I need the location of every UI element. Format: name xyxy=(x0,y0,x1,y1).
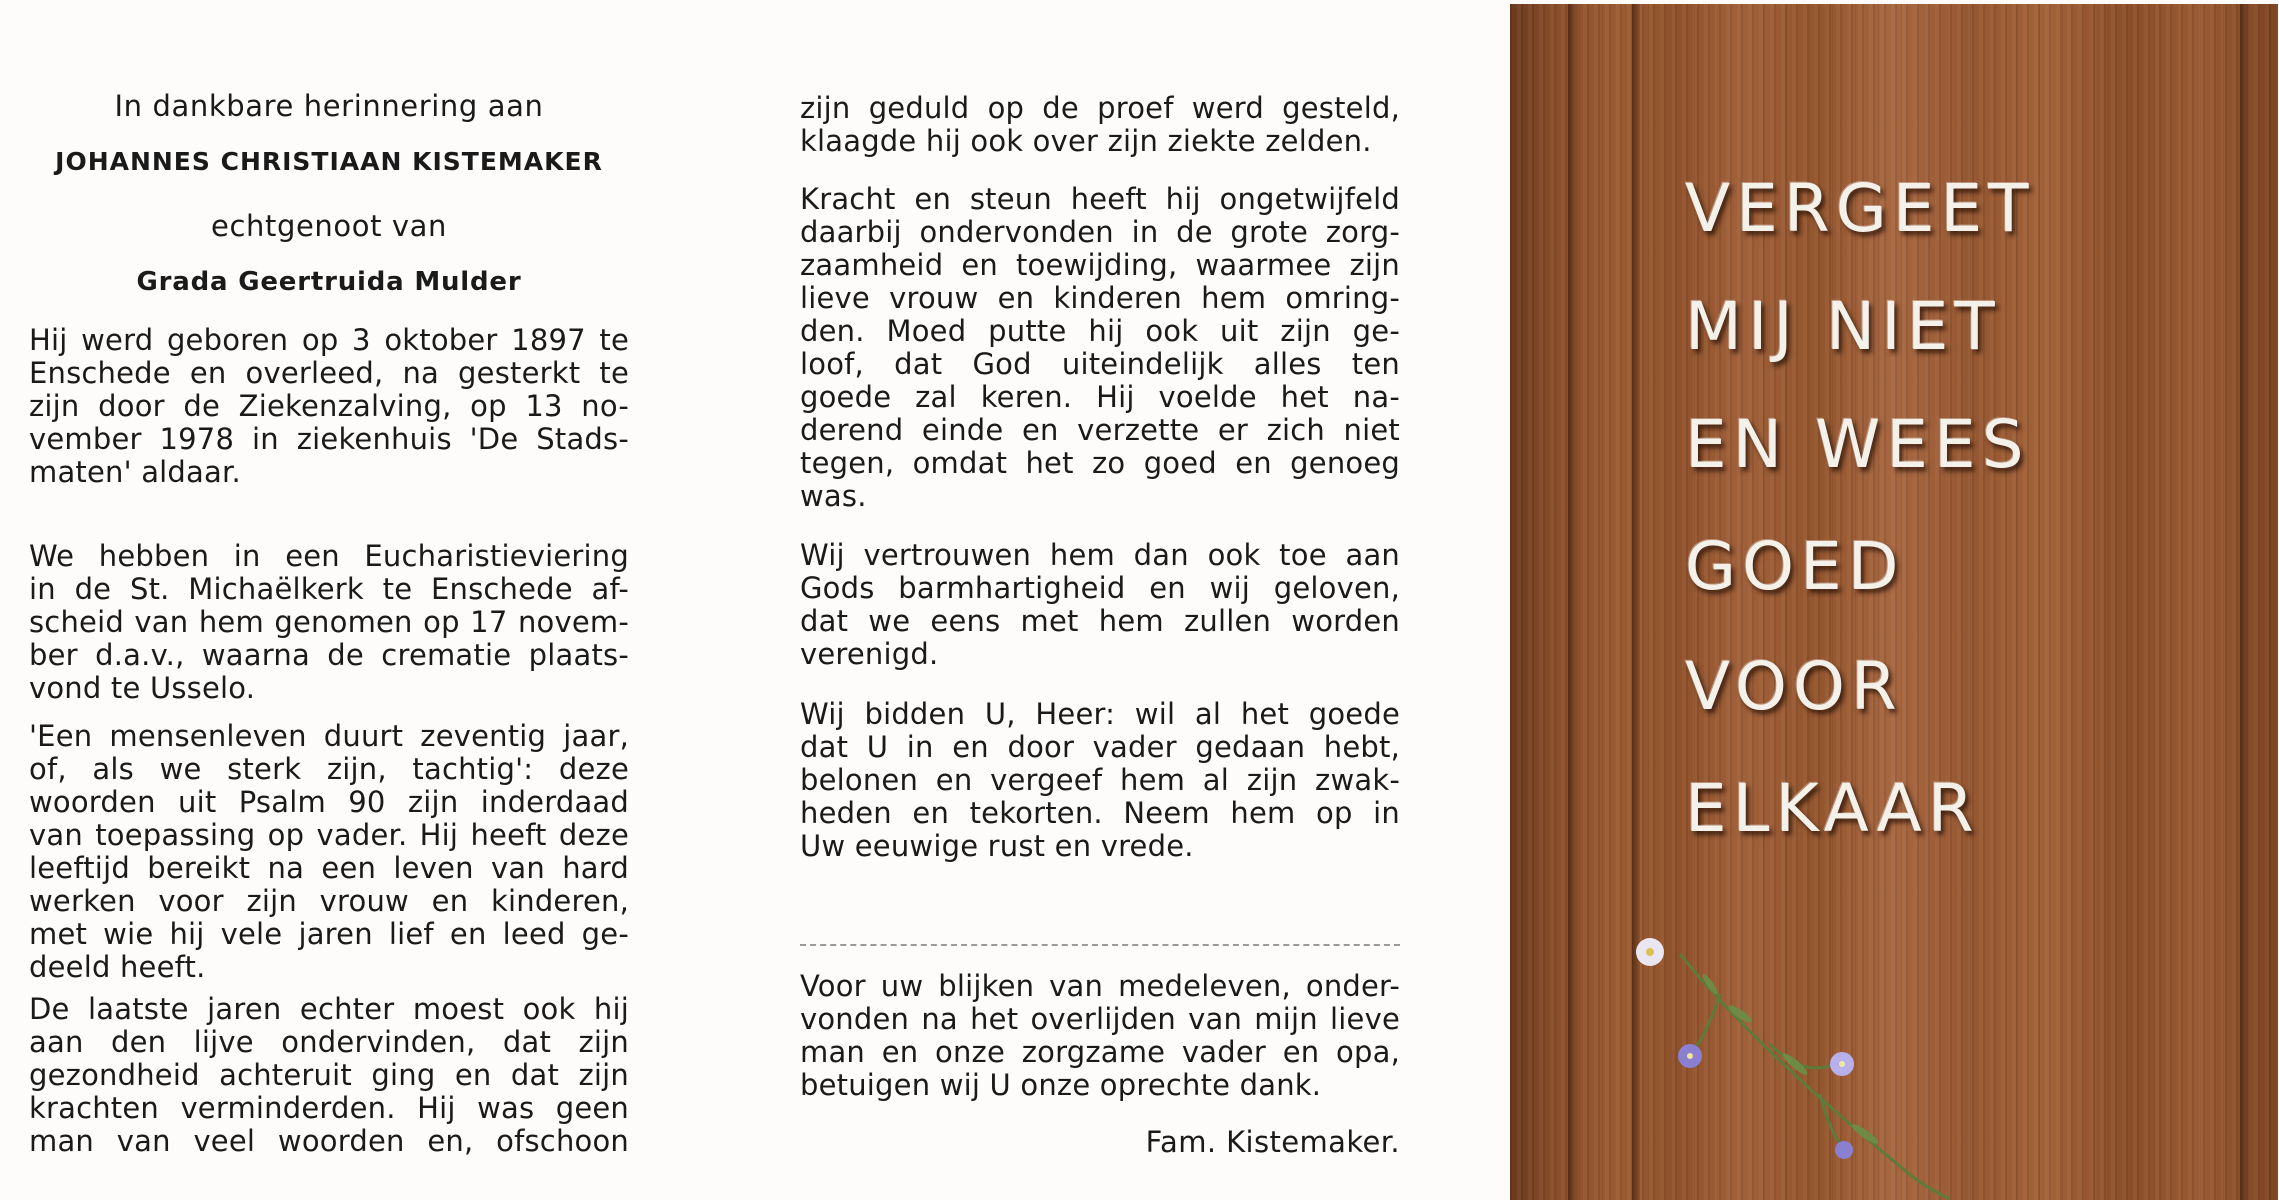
photo-line-2: MIJ NIET xyxy=(1685,288,2001,365)
text-line: met wie hij vele jaren lief en leed ge- xyxy=(29,917,629,951)
plank-seam xyxy=(1568,4,1576,1200)
text-line: dat we eens met hem zullen worden xyxy=(800,604,1400,638)
text-line: Voor uw blijken van medeleven, onder- xyxy=(800,969,1400,1003)
text-line: maten' aldaar. xyxy=(29,455,241,489)
text-line: Hij werd geboren op 3 oktober 1897 te xyxy=(29,323,629,357)
divider-line xyxy=(800,944,1400,946)
text-line: daarbij ondervonden in de grote zorg- xyxy=(800,215,1400,249)
text-line: vond te Usselo. xyxy=(29,671,256,705)
text-line: zijn door de Ziekenzalving, op 13 no- xyxy=(29,389,629,423)
text-line: aan den lijve ondervinden, dat zijn xyxy=(29,1025,629,1059)
flower-stem xyxy=(1680,954,1950,1199)
forget-me-not-flower xyxy=(1620,914,1980,1200)
spouse-name: Grada Geertruida Mulder xyxy=(136,267,522,297)
text-line: Kracht en steun heeft hij ongetwijfeld xyxy=(800,182,1400,216)
text-line: klaagde hij ook over zijn ziekte zelden. xyxy=(800,124,1372,158)
funeral-paragraph xyxy=(29,540,629,705)
text-line: deeld heeft. xyxy=(29,950,206,984)
deceased-name: JOHANNES CHRISTIAAN KISTEMAKER xyxy=(55,147,603,176)
photo-line-6: ELKAAR xyxy=(1685,770,1980,847)
text-line: was. xyxy=(800,479,867,513)
text-line: woorden uit Psalm 90 zijn inderdaad xyxy=(29,785,629,819)
text-line: of, als we sterk zijn, tachtig': deze xyxy=(29,752,629,786)
text-line: heden en tekorten. Neem hem op in xyxy=(800,796,1400,830)
text-line: Enschede en overleed, na gesterkt te xyxy=(29,356,629,390)
text-line: werken voor zijn vrouw en kinderen, xyxy=(29,884,629,918)
spouse-label: echtgenoot van xyxy=(211,209,447,243)
text-line: We hebben in een Eucharistieviering xyxy=(29,539,629,573)
text-line: belonen en vergeef hem al zijn zwak- xyxy=(800,763,1400,797)
text-line: scheid van hem genomen op 17 novem- xyxy=(29,605,629,639)
text-line: De laatste jaren echter moest ook hij xyxy=(29,992,629,1026)
text-line: ber d.a.v., waarna de crematie plaats- xyxy=(29,638,629,672)
text-line: krachten verminderden. Hij was geen xyxy=(29,1091,629,1125)
text-line: leeftijd bereikt na een leven van hard xyxy=(29,851,629,885)
text-line: man van veel woorden en, ofschoon xyxy=(29,1124,629,1158)
text-line: vember 1978 in ziekenhuis 'De Stads- xyxy=(29,422,629,456)
text-line: gezondheid achteruit ging en dat zijn xyxy=(29,1058,629,1092)
text-line: zaamheid en toewijding, waarmee zijn xyxy=(800,248,1400,282)
text-line: loof, dat God uiteindelijk alles ten xyxy=(800,347,1400,381)
text-line: den. Moed putte hij ook uit zijn ge- xyxy=(800,314,1400,348)
text-line: lieve vrouw en kinderen hem omring- xyxy=(800,281,1400,315)
text-line: van toepassing op vader. Hij heeft deze xyxy=(29,818,629,852)
text-line: in de St. Michaëlkerk te Enschede af- xyxy=(29,572,629,606)
intro-line: In dankbare herinnering aan xyxy=(114,89,544,123)
text-line: verenigd. xyxy=(800,637,939,671)
trust-paragraph xyxy=(800,539,1400,671)
continuation-paragraph xyxy=(800,92,1400,158)
text-line: Wij bidden U, Heer: wil al het goede xyxy=(800,697,1400,731)
text-line: Uw eeuwige rust en vrede. xyxy=(800,829,1194,863)
biography-paragraph xyxy=(29,324,629,489)
text-line: dat U in en door vader gedaan hebt, xyxy=(800,730,1400,764)
photo-line-5: VOOR xyxy=(1685,648,1903,725)
last-years-paragraph xyxy=(29,993,629,1158)
text-line: goede zal keren. Hij voelde het na- xyxy=(800,380,1400,414)
text-line: zijn geduld op de proef werd gesteld, xyxy=(800,91,1400,125)
text-line: 'Een mensenleven duurt zeventig jaar, xyxy=(29,719,629,753)
psalm-paragraph xyxy=(29,720,629,984)
blossoms xyxy=(1636,938,1854,1159)
text-line: derend einde en verzette er zich niet xyxy=(800,413,1400,447)
text-line: Gods barmhartigheid en wij geloven, xyxy=(800,571,1400,605)
text-line: man en onze zorgzame vader en opa, xyxy=(800,1035,1400,1069)
family-signature: Fam. Kistemaker. xyxy=(1145,1125,1400,1159)
text-line: tegen, omdat het zo goed en genoeg xyxy=(800,446,1400,480)
thanks-paragraph xyxy=(800,970,1400,1102)
strength-paragraph xyxy=(800,183,1400,513)
photo-line-4: GOED xyxy=(1685,528,1905,605)
text-line: Wij vertrouwen hem dan ook toe aan xyxy=(800,538,1400,572)
wood-photo xyxy=(1510,4,2278,1200)
prayer-paragraph xyxy=(800,698,1400,863)
text-line: vonden na het overlijden van mijn lieve xyxy=(800,1002,1400,1036)
leaves xyxy=(1701,972,1881,1146)
text-line: betuigen wij U onze oprechte dank. xyxy=(800,1068,1322,1102)
photo-line-1: VERGEET xyxy=(1685,170,2035,247)
photo-line-3: EN WEES xyxy=(1685,406,2030,483)
